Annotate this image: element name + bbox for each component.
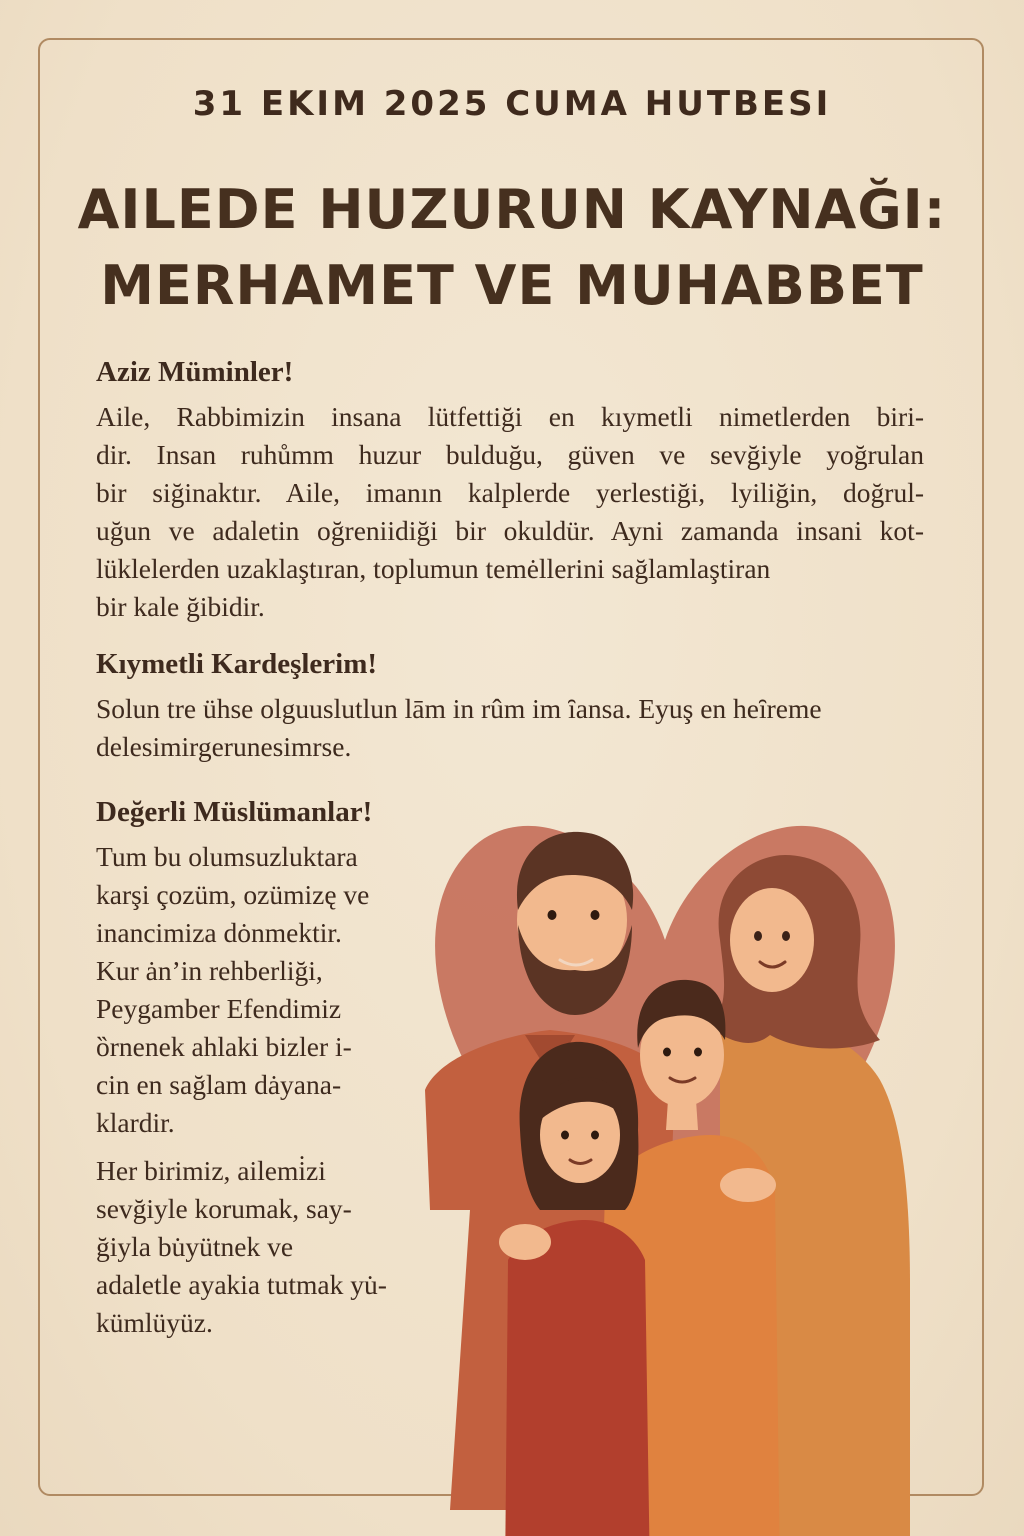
section-2-paragraph bbox=[96, 690, 924, 766]
girl-body bbox=[505, 1220, 650, 1536]
paragraph-line: klardir. bbox=[96, 1107, 175, 1138]
family-heart-icon bbox=[410, 790, 920, 1536]
paragraph-line: Kur ȧn’in rehberliği, bbox=[96, 955, 323, 986]
boy-neck bbox=[666, 1100, 698, 1130]
father-eye bbox=[548, 910, 557, 920]
paragraph-line: dir. Insan ruhůmm huzur bulduğu, güven ve sevğiyle yoğrulan bbox=[96, 439, 924, 470]
paragraph-line: Peygamber Efendimiz bbox=[96, 993, 342, 1024]
paragraph-line: cin en sağlam dȧyana- bbox=[96, 1069, 342, 1100]
mother-eye bbox=[754, 931, 762, 941]
paragraph-line: ȍrnenek ahlaki bizler i- bbox=[96, 1031, 352, 1062]
girl-eye bbox=[561, 1131, 569, 1140]
paragraph-line: ğiyla bu̇yütnek ve bbox=[96, 1231, 294, 1262]
page-title bbox=[0, 172, 1024, 324]
section-heading-aziz-müminler: Aziz Müminler! bbox=[96, 356, 294, 388]
title-line-2: MERHAMET VE MUHABBET bbox=[100, 254, 924, 317]
paragraph-line: karşi çozüm, ozümizę ve bbox=[96, 879, 370, 910]
mother-face bbox=[730, 888, 814, 992]
paragraph-line: Her birimiz, ailemi̇zi bbox=[96, 1155, 326, 1186]
girl-eye bbox=[591, 1131, 599, 1140]
section-1-paragraph bbox=[96, 398, 924, 626]
father-eye bbox=[591, 910, 600, 920]
paragraph-line: bir kale ğibidir. bbox=[96, 591, 265, 622]
section-3-paragraph-2 bbox=[96, 1152, 426, 1342]
father-hand bbox=[499, 1224, 551, 1260]
mother-eye bbox=[782, 931, 790, 941]
paragraph-line: Tum bu olumsuzluktara bbox=[96, 841, 358, 872]
paragraph-line: Solun tre ühse olguuslutlun lām in rûm im ȋansa. Eyuş en heȋreme bbox=[96, 693, 822, 724]
section-heading-kıymetli-kardeşlerim: Kıymetli Kardeşlerim! bbox=[96, 648, 378, 680]
paragraph-line: bir siğinaktır. Aile, imanın kalplerde yerlestiği, lyiliğin, doğrul- bbox=[96, 477, 924, 508]
section-3-paragraph-1 bbox=[96, 838, 396, 1142]
paragraph-line: Aile, Rabbimizin insana lütfettiği en kıymetli nimetlerden biri- bbox=[96, 401, 924, 432]
paragraph-line: adaletle ayakia tutmak yu̇- bbox=[96, 1269, 387, 1300]
paragraph-line: kümlüyüz. bbox=[96, 1307, 213, 1338]
paragraph-line: inancimiza dȯnmektir. bbox=[96, 917, 342, 948]
mother-hand bbox=[720, 1168, 776, 1202]
paragraph-line: lüklelerden uzaklaştıran, toplumun temėllerini sağlamlaştiran bbox=[96, 553, 771, 584]
section-heading-değerli-müslümanlar: Değerli Müslümanlar! bbox=[96, 796, 373, 828]
title-line-1: AILEDE HUZURUN KAYNAĞI: bbox=[77, 178, 947, 241]
boy-eye bbox=[694, 1048, 702, 1057]
paragraph-line: sevğiyle korumak, say- bbox=[96, 1193, 352, 1224]
paragraph-line: delesimirgerunesimrse. bbox=[96, 731, 352, 762]
paragraph-line: uğun ve adaletin oğreniidiği bir okuldür. Ayni zamanda insani kot- bbox=[96, 515, 924, 546]
boy-eye bbox=[663, 1048, 671, 1057]
date-line: 31 EKIM 2025 CUMA HUTBESI bbox=[192, 84, 832, 124]
